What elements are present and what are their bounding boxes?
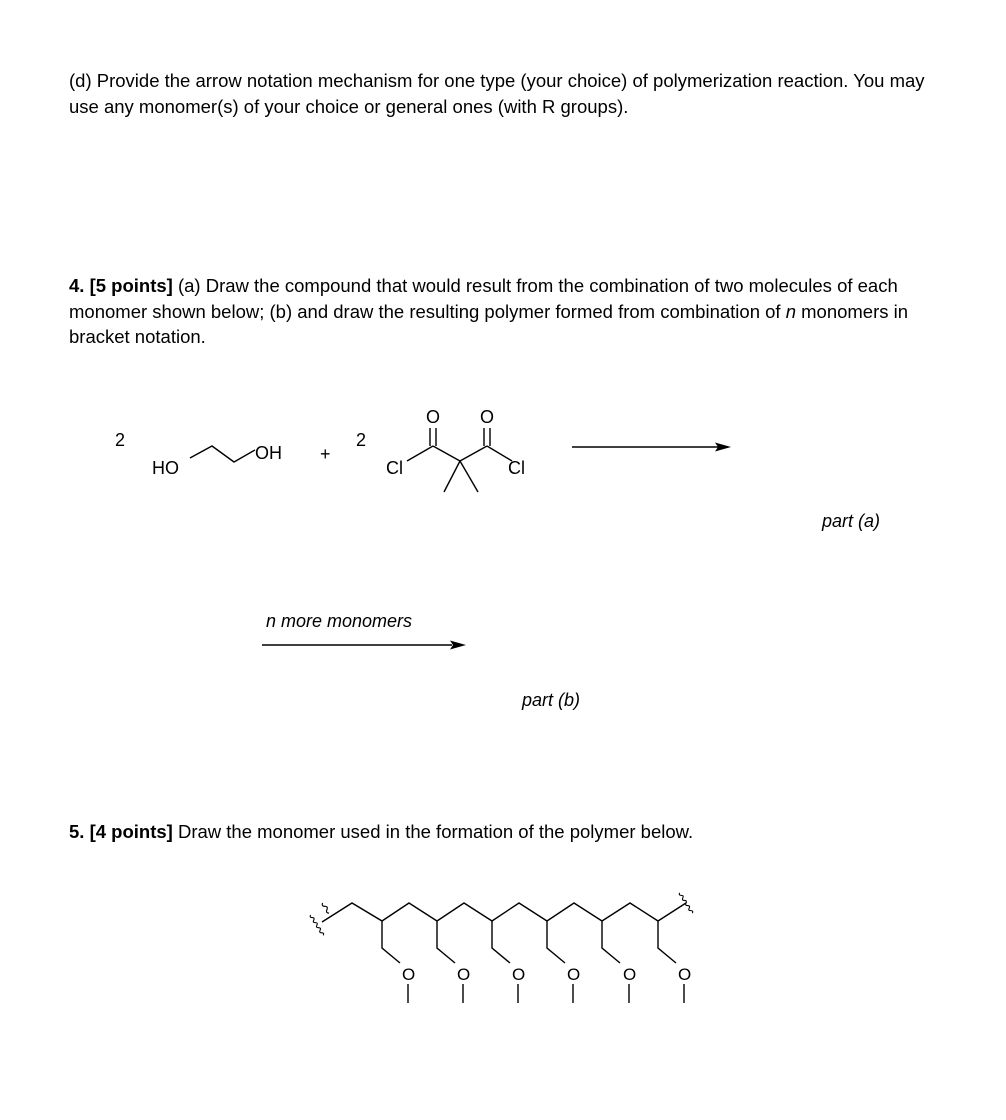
question-5-label: 5. [4 points]: [69, 821, 173, 842]
polymer-oxygen-labels: [402, 965, 691, 984]
arrow-label-rest: more monomers: [276, 611, 413, 631]
question-5-body: Draw the monomer used in the formation of the polymer below.: [172, 821, 694, 842]
diol-coefficient: 2: [115, 430, 126, 450]
polymer-oxygen-2: O: [457, 965, 471, 984]
acid-chloride-cl-1: Cl: [386, 458, 403, 478]
polymer-oxygen-6: O: [678, 965, 692, 984]
polymer-oxygen-5: O: [623, 965, 637, 984]
question-d-body: (d) Provide the arrow notation mechanism for one type (your choice) of polymerization reaction. You may use any monomer(s) of your choice or general ones (with R groups).: [69, 70, 925, 117]
plus-sign: +: [320, 444, 331, 464]
acid-chloride-oxygen-1: O: [426, 407, 441, 427]
part-b-label: part (b): [522, 690, 581, 710]
polymer-oxygen-4: O: [567, 965, 581, 984]
part-a-label: part (a): [822, 511, 881, 531]
ethylene-glycol-structure: [190, 446, 255, 462]
arrow-label: [266, 611, 412, 632]
wavy-end-left: [321, 902, 330, 914]
question-5-text: [69, 819, 949, 845]
polymer-structure: [322, 903, 686, 1003]
question-4-body-end: monomers in bracket notation.: [69, 300, 909, 347]
diol-oh-label: OH: [255, 443, 282, 463]
reaction-arrow-a: [572, 443, 731, 452]
wavy-end-left-2: [309, 914, 324, 936]
wavy-end-right: [679, 892, 694, 914]
question-4-label: 4. [5 points]: [69, 275, 173, 296]
arrow-label-n: n: [266, 611, 277, 631]
acid-chloride-coefficient: 2: [356, 430, 367, 450]
diol-ho-label: HO: [152, 458, 179, 478]
question-4-body: (a) Draw the compound that would result from the combination of two molecules of each monomer shown below; (b) and draw the resulting polymer formed from combination of: [69, 275, 898, 322]
question-4-n: n: [785, 300, 796, 322]
acid-chloride-structure: [407, 428, 512, 492]
polymer-oxygen-3: O: [512, 965, 526, 984]
polymer-oxygen-1: O: [402, 965, 416, 984]
acid-chloride-cl-2: Cl: [508, 458, 525, 478]
acid-chloride-oxygen-2: O: [480, 407, 495, 427]
reaction-arrow-b: [262, 641, 466, 650]
